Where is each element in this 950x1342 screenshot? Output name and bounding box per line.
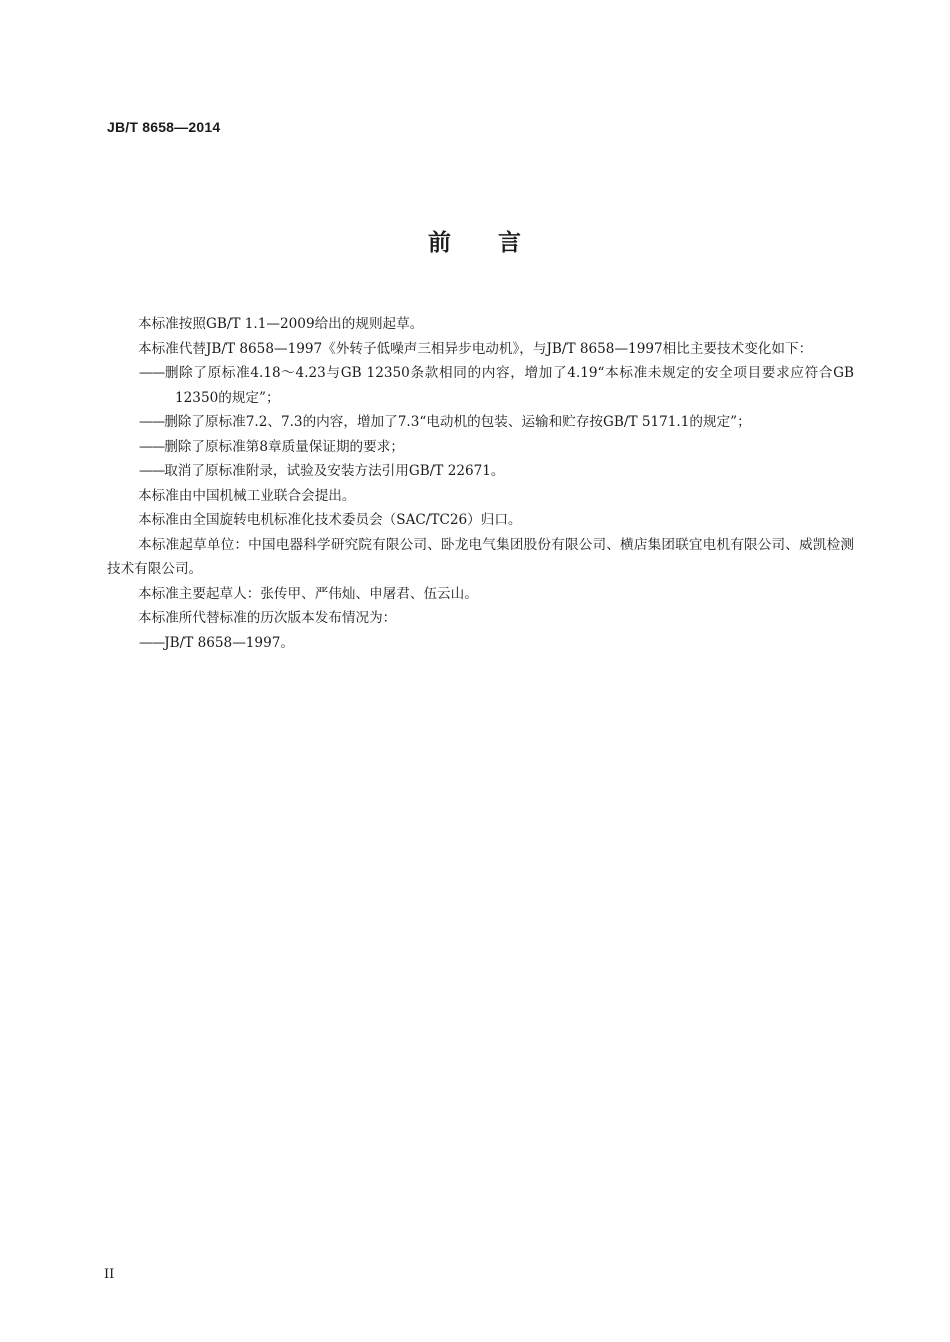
history-item-text: JB/T 8658—1997。 [164, 634, 294, 651]
history-item [107, 631, 854, 656]
dash-marker: —— [139, 438, 165, 455]
dash-marker: —— [139, 634, 165, 651]
title-char-1: 前 [428, 230, 452, 256]
standard-code: JB/T 8658—2014 [107, 119, 221, 135]
page-title [0, 224, 950, 257]
change-item [107, 435, 854, 460]
change-item [107, 459, 854, 484]
change-item [107, 410, 854, 435]
paragraph-drafters: 本标准主要起草人：张传甲、严伟灿、申屠君、伍云山。 [138, 585, 478, 602]
paragraph-replacement: 本标准代替JB/T 8658—1997《外转子低噪声三相异步电动机》，与JB/T 8658—1997相比主要技术变化如下： [138, 340, 813, 357]
change-item-text: 删除了原标准7.2、7.3的内容，增加了7.3“电动机的包装、运输和贮存按GB/T 5171.1的规定”； [164, 414, 751, 430]
paragraph-drafting-units: 本标准起草单位：中国电器科学研究院有限公司、卧龙电气集团股份有限公司、横店集团联宜电机有限公司、威凯检测技术有限公司。 [107, 536, 854, 577]
page-number: II [104, 1267, 115, 1282]
paragraph-committee: 本标准由全国旋转电机标准化技术委员会（SAC/TC26）归口。 [138, 512, 522, 528]
paragraph-drafting-rules: 本标准按照GB/T 1.1—2009给出的规则起草。 [138, 316, 424, 332]
change-item [107, 361, 854, 410]
dash-marker: —— [139, 463, 165, 479]
foreword-body [107, 312, 854, 655]
change-item-text: 取消了原标准附录，试验及安装方法引用GB/T 22671。 [164, 463, 505, 479]
change-item-text: 删除了原标准4.18～4.23与GB 12350条款相同的内容，增加了4.19“本标准未规定的安全项目要求应符合GB 12350的规定”； [164, 365, 854, 406]
paragraph-proposer: 本标准由中国机械工业联合会提出。 [138, 487, 356, 504]
paragraph-history-intro: 本标准所代替标准的历次版本发布情况为： [138, 610, 397, 626]
change-item-text: 删除了原标准第8章质量保证期的要求； [164, 438, 404, 455]
dash-marker: —— [139, 414, 165, 430]
dash-marker: —— [139, 365, 165, 381]
title-char-2: 言 [498, 230, 522, 256]
